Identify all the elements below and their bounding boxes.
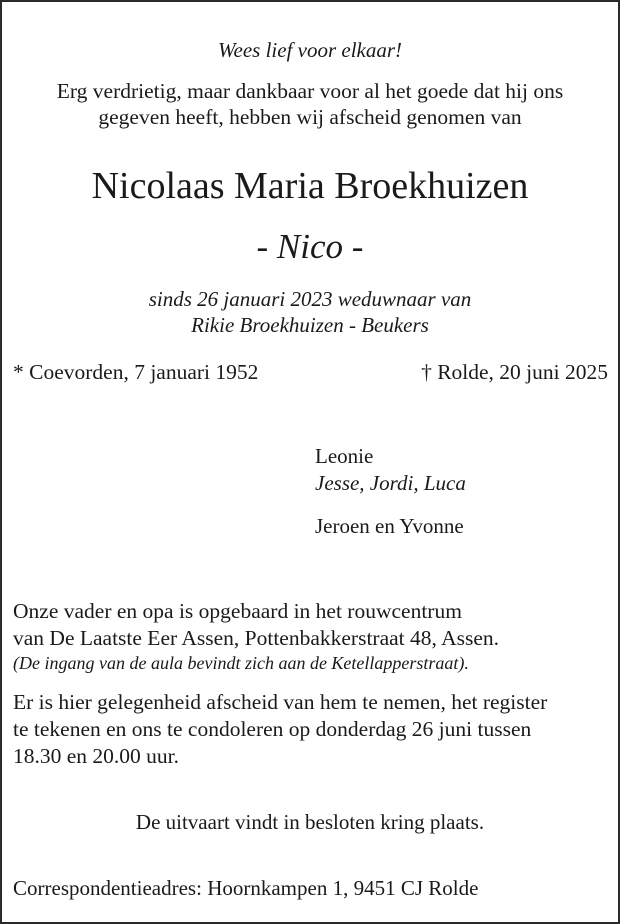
laid-out-line-1: Onze vader en opa is opgebaard in het rouwcentrum bbox=[13, 599, 462, 623]
widower-text bbox=[2, 286, 618, 338]
laid-out-line-2: van De Laatste Eer Assen, Pottenbakkerstraat 48, Assen. bbox=[13, 626, 500, 650]
correspondence-address: Correspondentieadres: Hoornkampen 1, 9451 CJ Rolde bbox=[13, 876, 479, 900]
family-grandchildren: Jesse, Jordi, Luca bbox=[315, 471, 466, 495]
intro-line-1: Erg verdrietig, maar dankbaar voor al het goede dat hij ons bbox=[56, 79, 564, 103]
visit-line-2: te tekenen en ons te condoleren op donderdag 26 juni tussen bbox=[13, 717, 532, 741]
funeral-notice: De uitvaart vindt in besloten kring plaats. bbox=[135, 810, 485, 834]
widower-line-1: sinds 26 januari 2023 weduwnaar van bbox=[148, 287, 472, 311]
intro-line-2: gegeven heeft, hebben wij afscheid genomen van bbox=[98, 105, 522, 129]
family-name-2: Jeroen en Yvonne bbox=[315, 514, 464, 538]
entrance-note: (De ingang van de aula bevindt zich aan de Ketellapperstraat). bbox=[13, 653, 469, 673]
intro-text bbox=[2, 78, 618, 130]
visitation-paragraph bbox=[13, 689, 610, 770]
deceased-full-name: Nicolaas Maria Broekhuizen bbox=[91, 165, 529, 207]
visit-line-1: Er is hier gelegenheid afscheid van hem te nemen, het register bbox=[13, 690, 548, 714]
visit-line-3: 18.30 en 20.00 uur. bbox=[13, 744, 180, 768]
death-info: † Rolde, 20 juni 2025 bbox=[421, 360, 608, 384]
laid-out-paragraph bbox=[13, 598, 610, 652]
widower-line-2: Rikie Broekhuizen - Beukers bbox=[191, 313, 429, 337]
birth-info: * Coevorden, 7 januari 1952 bbox=[13, 360, 259, 384]
deceased-nickname: - Nico - bbox=[256, 227, 364, 266]
motto: Wees lief voor elkaar! bbox=[217, 38, 403, 62]
family-name-1: Leonie bbox=[315, 444, 374, 468]
